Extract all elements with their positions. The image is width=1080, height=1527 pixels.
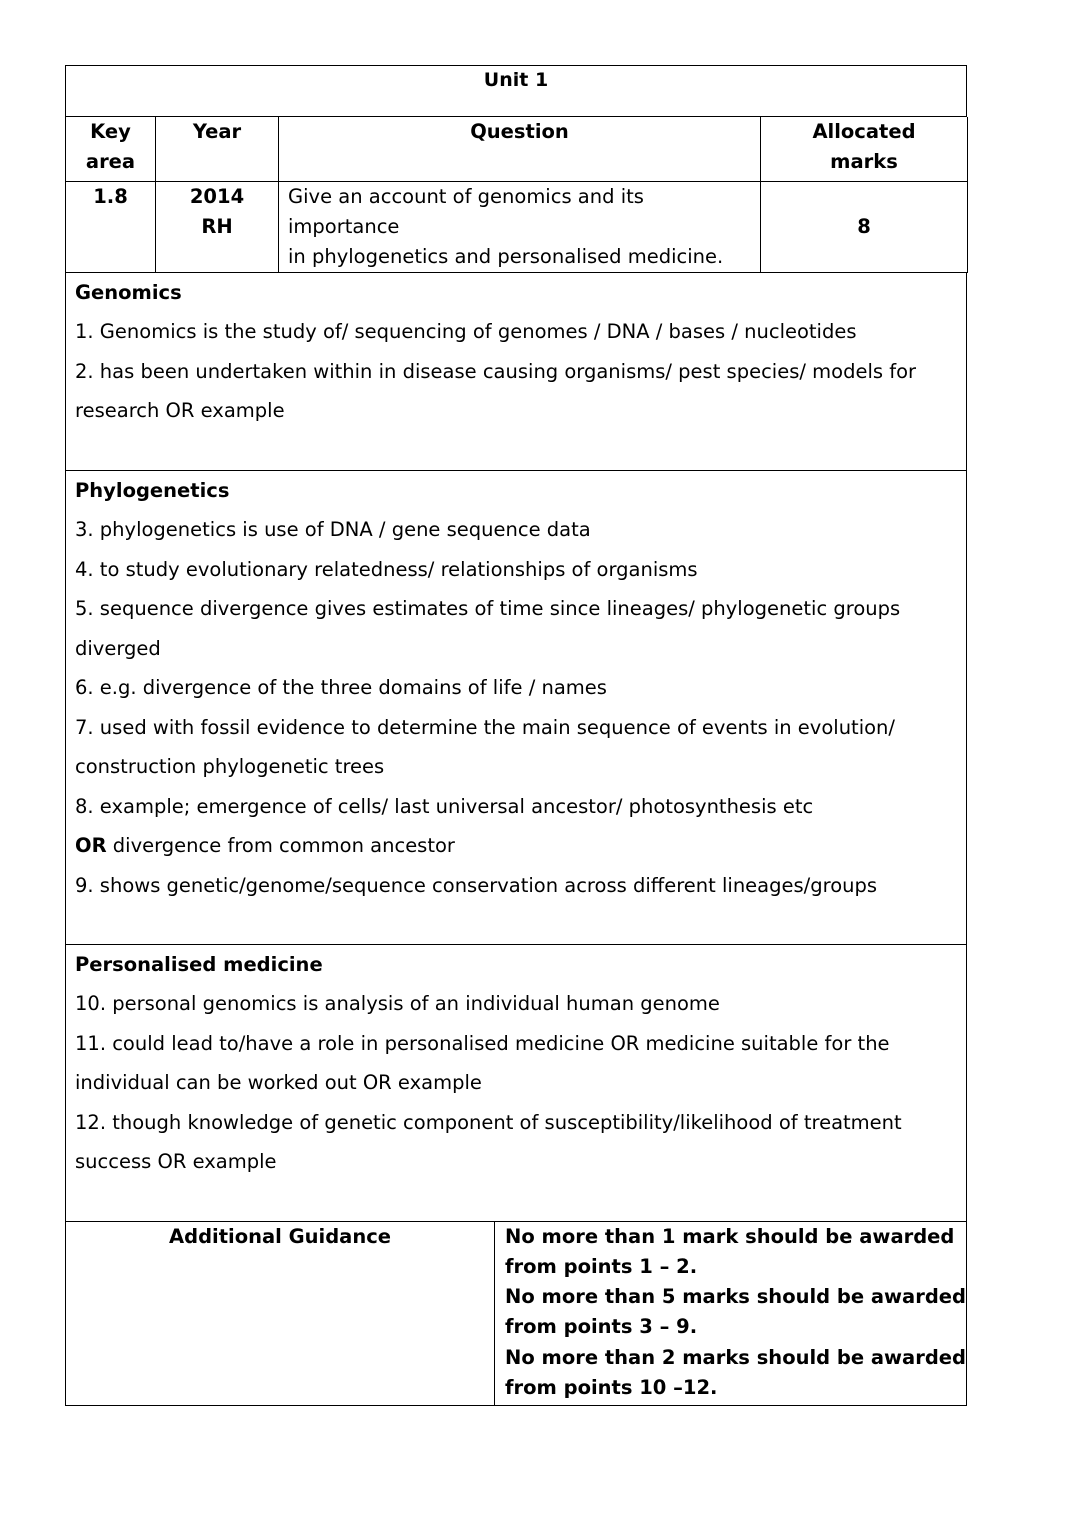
answer-line: 1. Genomics is the study of/ sequencing of genomes / DNA / bases / nucleotides xyxy=(75,320,857,343)
marks-value: 8 xyxy=(761,181,968,272)
answer-line: construction phylogenetic trees xyxy=(75,755,385,778)
guidance-label: Additional Guidance xyxy=(66,1222,495,1405)
question-row xyxy=(66,181,968,272)
guidance-line: from points 10 –12. xyxy=(505,1375,718,1399)
answer-line-or xyxy=(75,826,957,866)
answer-line: diverged xyxy=(75,636,161,660)
answer-line: 8. example; emergence of cells/ last universal ancestor/ photosynthesis etc xyxy=(75,794,814,818)
guidance-line: No more than 2 marks should be awarded xyxy=(505,1345,966,1369)
answer-line: success OR example xyxy=(75,1150,277,1173)
section-title: Personalised medicine xyxy=(75,952,323,976)
marks-header-line: marks xyxy=(830,150,898,173)
answer-line: individual can be worked out OR example xyxy=(75,1071,482,1094)
guidance-text xyxy=(495,1222,966,1405)
or-prefix: OR xyxy=(75,834,107,857)
question-line: Give an account of genomics and its importance xyxy=(288,184,644,238)
answer-line: 2. has been undertaken within in disease causing organisms/ pest species/ models for xyxy=(75,359,917,383)
answer-line: 4. to study evolutionary relatedness/ relationships of organisms xyxy=(75,557,698,581)
key-area-value: 1.8 xyxy=(66,181,156,272)
year-value xyxy=(156,181,279,272)
guidance-line: from points 1 – 2. xyxy=(505,1254,698,1278)
answer-line: 10. personal genomics is analysis of an individual human genome xyxy=(75,992,720,1015)
answer-line: 9. shows genetic/genome/sequence conservation across different lineages/groups xyxy=(75,873,878,897)
guidance-line: No more than 1 mark should be awarded xyxy=(505,1224,955,1248)
question-header: Question xyxy=(279,117,761,181)
or-text: divergence from common ancestor xyxy=(106,834,455,857)
marking-scheme xyxy=(65,65,967,1406)
year-line: 2014 xyxy=(189,184,245,208)
section-personalised-medicine xyxy=(65,945,967,1222)
marks-header-line: Allocated xyxy=(812,120,916,143)
section-genomics xyxy=(65,273,967,471)
answer-line: research OR example xyxy=(75,399,285,422)
year-header: Year xyxy=(156,117,279,181)
allocated-marks-header xyxy=(761,117,968,181)
answer-line: 3. phylogenetics is use of DNA / gene sequence data xyxy=(75,518,591,541)
question-table xyxy=(65,117,968,273)
key-area-header-line: Key xyxy=(90,120,131,143)
answer-line: 12. though knowledge of genetic component of susceptibility/likelihood of treatment xyxy=(75,1110,902,1134)
answer-line: 11. could lead to/have a role in personalised medicine OR medicine suitable for the xyxy=(75,1031,890,1055)
key-area-header xyxy=(66,117,156,181)
header-row xyxy=(66,117,968,181)
guidance-line: No more than 5 marks should be awarded xyxy=(505,1285,966,1309)
unit-title: Unit 1 xyxy=(65,65,967,117)
question-line: in phylogenetics and personalised medicine. xyxy=(288,244,724,268)
answer-line: 5. sequence divergence gives estimates of time since lineages/ phylogenetic groups xyxy=(75,597,901,620)
answer-line: 6. e.g. divergence of the three domains of life / names xyxy=(75,676,607,699)
section-phylogenetics xyxy=(65,471,967,945)
section-title: Genomics xyxy=(75,280,182,304)
answer-line: 7. used with fossil evidence to determine the main sequence of events in evolution/ xyxy=(75,715,895,739)
key-area-header-line: area xyxy=(85,150,136,173)
year-line: RH xyxy=(201,214,233,238)
additional-guidance xyxy=(65,1222,967,1406)
section-title: Phylogenetics xyxy=(75,478,230,502)
guidance-line: from points 3 – 9. xyxy=(505,1315,698,1339)
question-text xyxy=(279,181,761,272)
